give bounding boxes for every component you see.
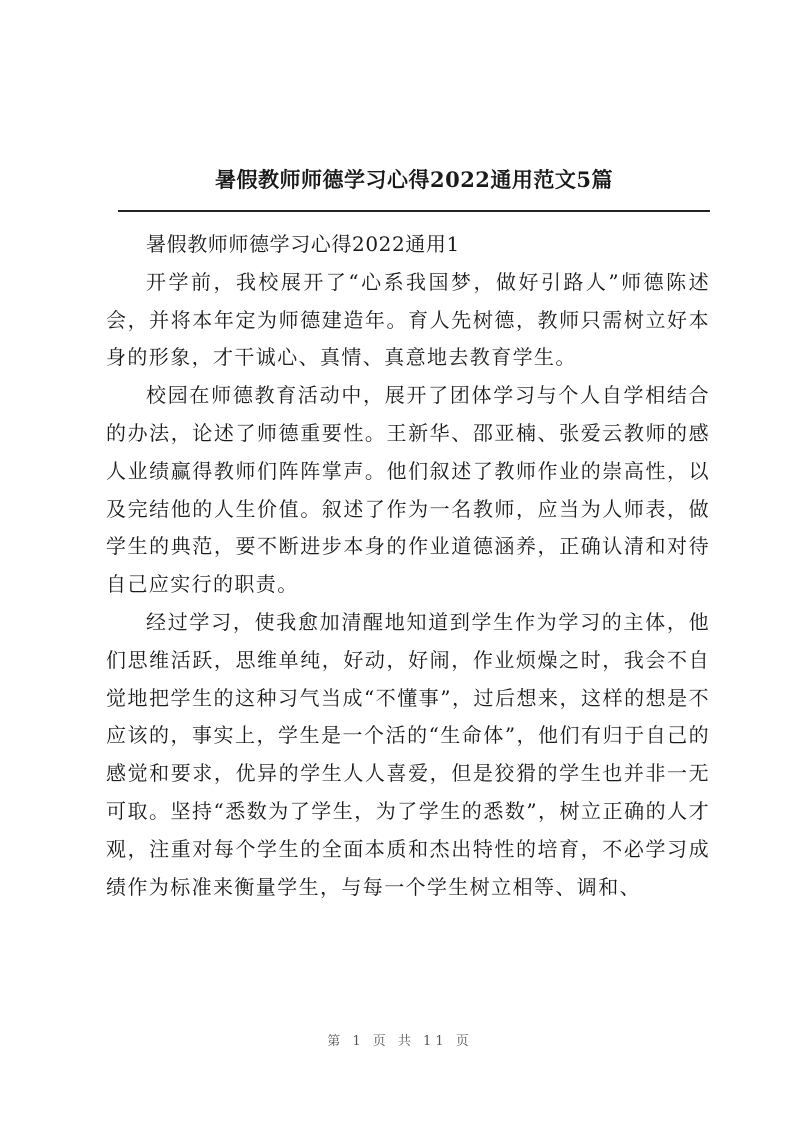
document-body [106, 226, 710, 906]
document-title: 暑假教师师德学习心得2022通用范文5篇 [214, 167, 614, 192]
paragraph-3: 经过学习，使我愈加清醒地知道到学生作为学习的主体，他们思维活跃，思维单纯，好动，好闹，作业烦燥之时，我会不自觉地把学生的这种习气当成“不懂事”，过后想来，这样的想是不应该的，事实上，学生是一个活的“生命体”，他们有归于自己的感觉和要求，优异的学生人人喜爱，但是狡猾的学生也并非一无可取。坚持“悉数为了学生，为了学生的悉数”，树立正确的人才观，注重对每个学生的全面本质和杰出特性的培育，不必学习成绩作为标准来衡量学生，与每一个学生树立相等、调和、 [106, 609, 710, 899]
paragraph-2: 校园在师德教育活动中，展开了团体学习与个人自学相结合的办法，论述了师德重要性。王新华、邵亚楠、张爱云教师的感人业绩赢得教师们阵阵掌声。他们叙述了教师作业的崇高性，以及完结他的人生价值。叙述了作为一名教师，应当为人师表，做学生的典范，要不断进步本身的作业道德涵养，正确认清和对待自己应实行的职责。 [106, 383, 710, 597]
page-number-footer: 第 1 页 共 11 页 [327, 1034, 473, 1049]
title-divider [118, 210, 710, 212]
paragraph-1: 开学前，我校展开了“心系我国梦，做好引路人”师德陈述会，并将本年定为师德建造年。育人先树德，教师只需树立好本身的形象，才干诚心、真情、真意地去教育学生。 [106, 269, 710, 370]
section-heading: 暑假教师师德学习心得2022通用1 [146, 232, 460, 256]
